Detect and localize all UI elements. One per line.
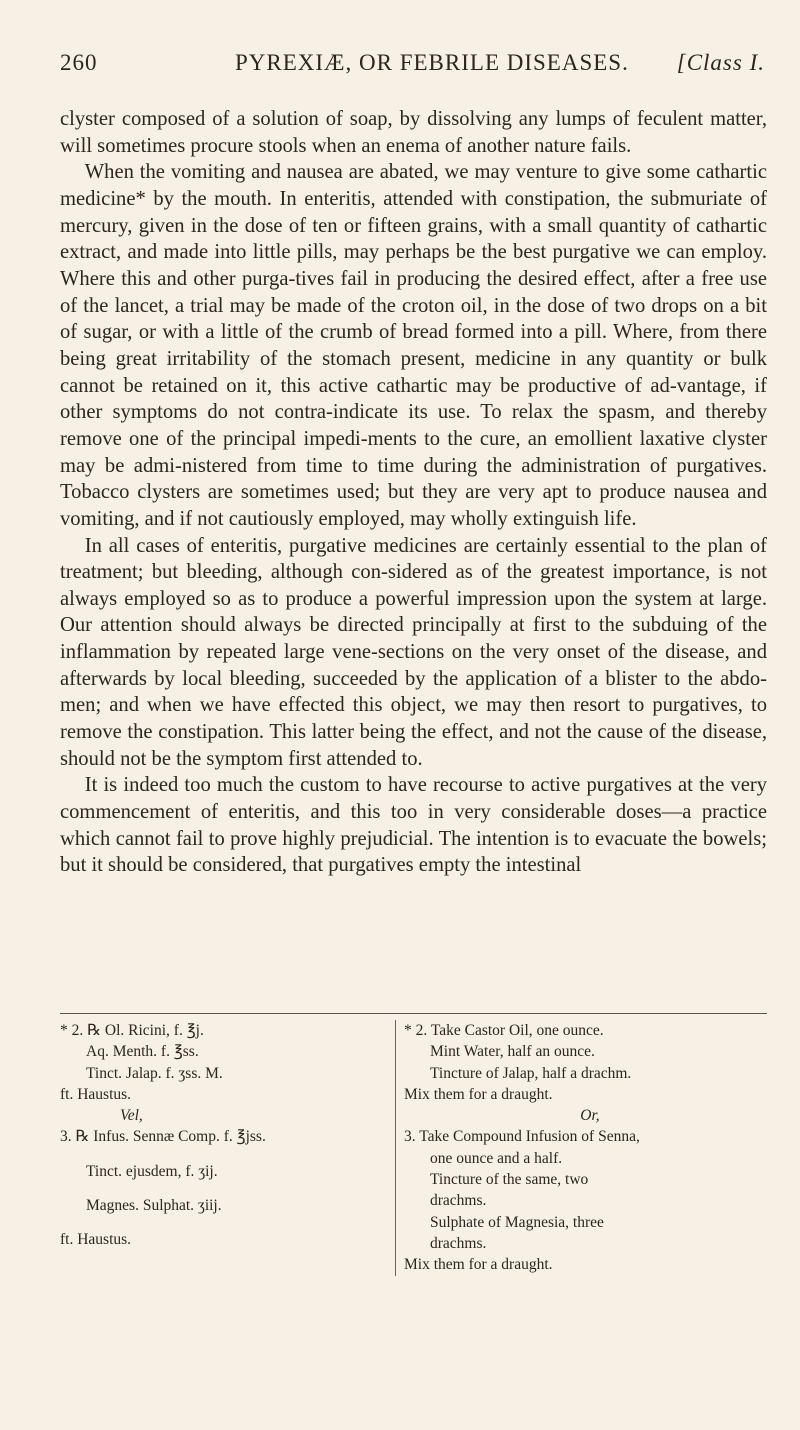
- paragraph: It is indeed too much the custom to have recourse to active purgatives at the very commencement of enteritis, and this too in very considerable doses—a practice which cannot fail to prove highly prejudicial. The intention is to evacuate the bowels; but it should be considered, that purgatives empty the intestinal: [60, 774, 767, 877]
- footnote-line: Mint Water, half an ounce.: [430, 1043, 595, 1061]
- footnote-line: 3. Take Compound Infusion of Senna,: [404, 1128, 640, 1146]
- footnote-line: Tinct. Jalap. f. ʒss. M.: [86, 1064, 223, 1082]
- footnote-line: one ounce and a half.: [430, 1149, 563, 1167]
- footnote-line: Vel,: [120, 1107, 143, 1125]
- footnote-line: ft. Haustus.: [60, 1085, 132, 1103]
- footnote-latin-column: [60, 1020, 380, 1251]
- footnote-line: Or,: [580, 1107, 600, 1125]
- footnote-line: Aq. Menth. f. ℥ss.: [86, 1043, 199, 1061]
- footnote-english-column: [395, 1020, 776, 1276]
- footnote-line: 3. ℞ Infus. Sennæ Comp. f. ℥jss.: [60, 1128, 266, 1146]
- paragraph: When the vomiting and nausea are abated, we may venture to give some cathartic medicine* by the mouth. In enteritis, attended with constipation, the submuriate of mercury, given in the dose of ten or fifteen grains, with a small quantity of cathartic extract, and made into little pills, may perhaps be the best purgative we can employ. Where this and other purga-tives fail in producing the desired effect, after a free use of the lancet, a trial may be made of the croton oil, in the dose of two drops on a bit of sugar, or with a little of the crumb of bread formed into a pill. Where, from there being great irritability of the stomach present, medicine in any quantity or bulk cannot be retained on it, this active cathartic may be productive of ad-vantage, if other symptoms do not contra-indicate its use. To relax the spasm, and thereby remove one of the principal impedi-ments to the cure, an emollient laxative clyster may be admi-nistered from time to time during the administration of purgatives. Tobacco clysters are sometimes used; but they are very apt to produce nausea and vomiting, and if not cautiously employed, may wholly extinguish life.: [60, 161, 767, 530]
- footnote-line: * 2. ℞ Ol. Ricini, f. ℥j.: [60, 1022, 204, 1039]
- running-title: PYREXIÆ, OR FEBRILE DISEASES.: [235, 50, 629, 75]
- footnote-line: ft. Haustus.: [60, 1231, 132, 1249]
- footnote-line: Sulphate of Magnesia, three: [430, 1213, 604, 1231]
- main-text: [60, 106, 767, 879]
- page-number: 260: [60, 50, 98, 75]
- footnote-line: Mix them for a draught.: [404, 1256, 553, 1274]
- footnote-line: Tincture of the same, two: [430, 1171, 589, 1189]
- footnote-line: Tinct. ejusdem, f. ʒij.: [86, 1162, 218, 1180]
- paragraph: clyster composed of a solution of soap, by dissolving any lumps of feculent matter, will sometimes procure stools when an enema of another nature fails.: [60, 108, 767, 157]
- paragraph: In all cases of enteritis, purgative medicines are certainly essential to the plan of treatment; but bleeding, although con-sidered as of the greatest importance, is not always employed so as to produce a powerful impression upon the system at large. Our attention should always be directed principally at first to the subduing of the inflammation by repeated large vene-sections on the very onset of the disease, and afterwards by local bleeding, succeeded by the application of a blister to the abdo-men; and when we have effected this object, we may then resort to purgatives, to remove the constipation. This latter being the effect, and not the cause of the disease, should not be the symptom first attended to.: [60, 534, 767, 770]
- running-header: [60, 50, 765, 84]
- footnote-line: drachms.: [430, 1192, 487, 1210]
- footnote-line: Magnes. Sulphat. ʒiij.: [86, 1197, 222, 1215]
- footnote-divider: [60, 1013, 767, 1014]
- class-label: [Class I.: [676, 50, 765, 75]
- footnote-line: Mix them for a draught.: [404, 1085, 553, 1103]
- footnote-line: drachms.: [430, 1234, 487, 1252]
- footnote-line: Tincture of Jalap, half a drachm.: [430, 1064, 632, 1082]
- footnote-line: * 2. Take Castor Oil, one ounce.: [404, 1022, 604, 1039]
